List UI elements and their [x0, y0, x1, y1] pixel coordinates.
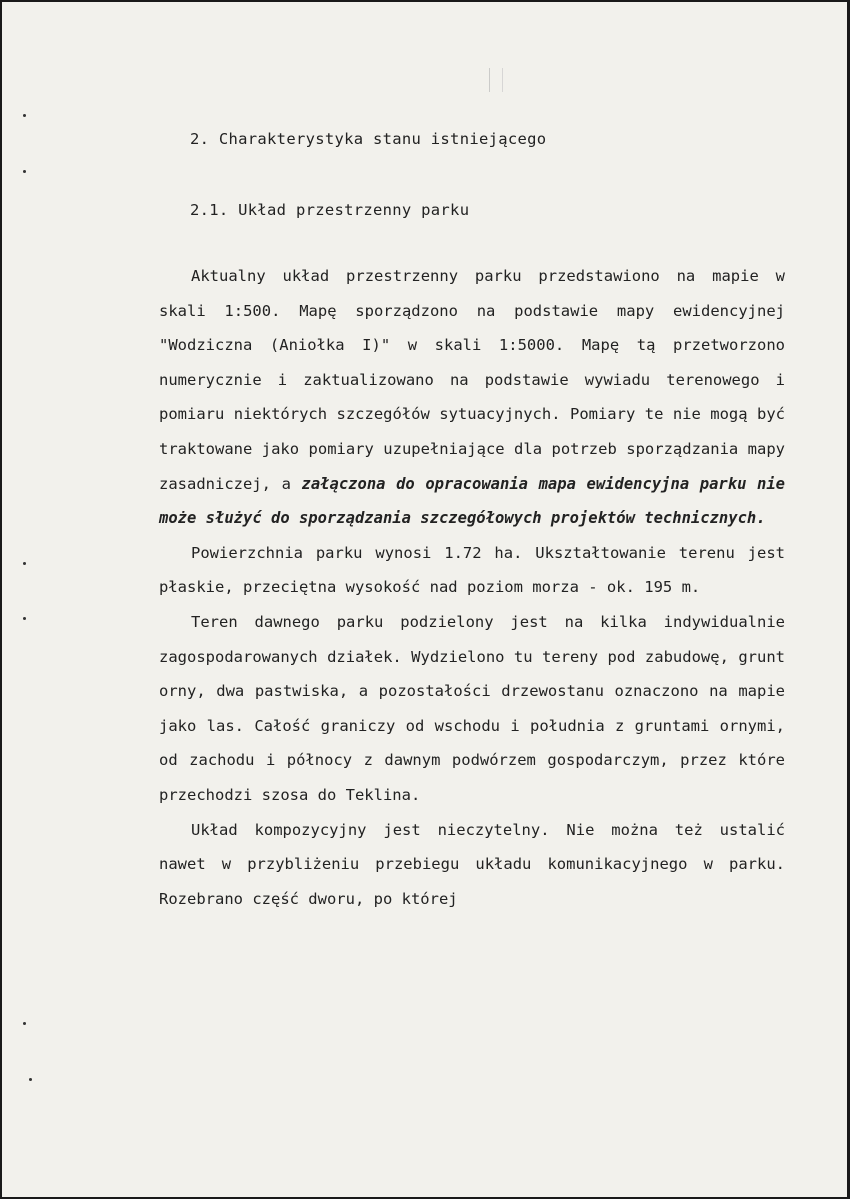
scan-artifact: [489, 68, 503, 92]
paragraph-text: Aktualny układ przestrzenny parku przedstawiono na mapie w skali 1:500. Mapę sporządzono na podstawie mapy ewidencyjnej "Wodziczna (Aniołka I)" w skali 1:5000. Mapę tą przetworzono numerycznie i zaktualizowano na podstawie wywiadu terenowego i pomiaru niektórych szczegółów sytuacyjnych. Pomiary te nie mogą być traktowane jako pomiary uzupełniające dla potrzeb sporządzania mapy zasadniczej, a: [159, 267, 785, 493]
binding-hole-mark: [23, 170, 26, 173]
binding-hole-mark: [23, 562, 26, 565]
subsection-heading: 2.1. Układ przestrzenny parku: [190, 201, 470, 219]
body-text: [159, 259, 785, 916]
paragraph-composition: Układ kompozycyjny jest nieczytelny. Nie można też ustalić nawet w przybliżeniu przebiegu układu komunikacyjnego w parku. Rozebrano część dworu, po której: [159, 820, 785, 908]
binding-hole-mark: [23, 1022, 26, 1025]
document-page: [2, 2, 847, 1197]
emphasized-warning: załączona do opracowania mapa ewidencyjna parku nie może służyć do sporządzania szczegółowych projektów technicznych.: [159, 474, 786, 528]
section-heading: 2. Charakterystyka stanu istniejącego: [190, 130, 547, 148]
binding-hole-mark: [29, 1078, 32, 1081]
binding-hole-mark: [23, 617, 26, 620]
binding-hole-mark: [23, 114, 26, 117]
paragraph-area: Powierzchnia parku wynosi 1.72 ha. Ukształtowanie terenu jest płaskie, przeciętna wysokość nad poziom morza - ok. 195 m.: [159, 543, 785, 597]
paragraph-terrain-division: Teren dawnego parku podzielony jest na kilka indywidualnie zagospodarowanych działek. Wydzielono tu tereny pod zabudowę, grunt orny, dwa pastwiska, a pozostałości drzewostanu oznaczono na mapie jako las. Całość graniczy od wschodu i południa z gruntami ornymi, od zachodu i północy z dawnym podwórzem gospodarczym, przez które przechodzi szosa do Teklina.: [159, 612, 785, 804]
paragraph-map-description: [159, 259, 785, 536]
